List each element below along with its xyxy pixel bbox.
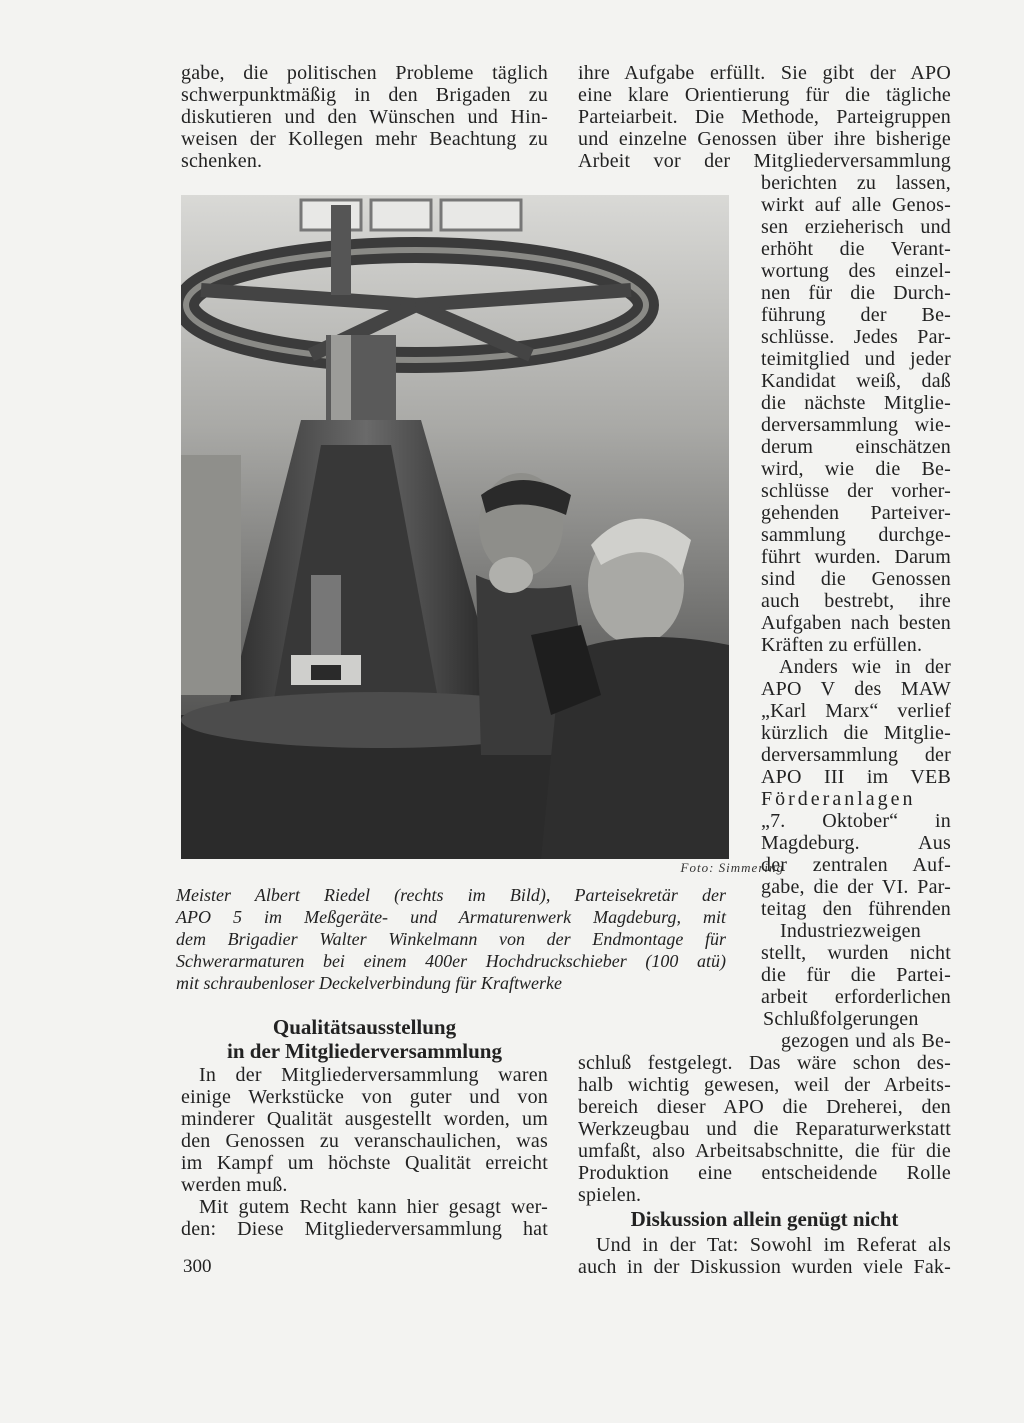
text-line: Werkzeugbau und die Reparaturwerkstatt <box>578 1118 951 1140</box>
text-line: teimitglied und jeder <box>761 348 951 370</box>
text-line: die nächste Mitglie- <box>761 392 951 414</box>
caption-line: mit schraubenloser Deckelverbindung für Kraftwerke <box>176 973 562 993</box>
text-line: der zentralen Auf- <box>761 854 951 876</box>
text-line: schluß festgelegt. Das wäre schon des- <box>578 1052 951 1074</box>
text-line: derversammlung der <box>761 744 951 766</box>
text-line: Und in der Tat: Sowohl im Referat als <box>596 1234 951 1256</box>
text-line: bereich dieser APO die Dreherei, den <box>578 1096 951 1118</box>
text-line: Kandidat weiß, daß <box>761 370 951 392</box>
text-line: halb wichtig gewesen, weil der Arbeits- <box>578 1074 951 1096</box>
text-line: sen erzieherisch und <box>761 216 951 238</box>
text-line: APO V des MAW <box>761 678 951 700</box>
text-line: APO III im VEB <box>761 766 951 788</box>
section-heading: in der Mitgliederversammlung <box>227 1039 502 1063</box>
text-line: umfaßt, also Arbeitsabschnitte, die für die <box>578 1140 951 1162</box>
text-line: erhöht die Verant- <box>761 238 951 260</box>
text-line: stellt, wurden nicht <box>761 942 951 964</box>
text-line: derum einschätzen <box>761 436 951 458</box>
text-line: arbeit erforderlichen <box>761 986 951 1008</box>
text-line: gezogen und als Be- <box>781 1030 951 1052</box>
text-line: sind die Genossen <box>761 568 951 590</box>
text-line: werden muß. <box>181 1174 288 1196</box>
text-line: einige Werkstücke von guter und von <box>181 1086 548 1108</box>
workshop-photo <box>181 195 729 859</box>
text-line: Mit gutem Recht kann hier gesagt wer- <box>199 1196 548 1218</box>
section-heading: Diskussion allein genügt nicht <box>630 1207 899 1231</box>
text-line: Förderanlagen <box>761 788 916 810</box>
text-line: auch bestrebt, ihre <box>761 590 951 612</box>
text-line: und einzelne Genossen über ihre bisherige <box>578 128 951 150</box>
text-line: ihre Aufgabe erfüllt. Sie gibt der APO <box>578 62 951 84</box>
caption-line: dem Brigadier Walter Winkelmann von der Endmontage für <box>176 929 726 949</box>
text-line: Industriezweigen <box>780 920 921 942</box>
text-line: Schlußfolgerungen <box>763 1008 919 1030</box>
text-line: gehenden Parteiver- <box>761 502 951 524</box>
text-line: nen für die Durch- <box>761 282 951 304</box>
text-line: „7. Oktober“ in <box>761 810 951 832</box>
caption-line: APO 5 im Meßgeräte- und Armaturenwerk Magdeburg, mit <box>176 907 726 927</box>
text-line: im Kampf um höchste Qualität erreicht <box>181 1152 548 1174</box>
caption-line: Meister Albert Riedel (rechts im Bild), Parteisekretär der <box>176 885 726 905</box>
text-line: gabe, die der VI. Par- <box>761 876 951 898</box>
text-line: Produktion eine entscheidende Rolle <box>578 1162 951 1184</box>
text-line: Magdeburg. Aus <box>761 832 951 854</box>
text-line: Arbeit vor der Mitgliederversammlung <box>578 150 951 172</box>
text-line: kürzlich die Mitglie- <box>761 722 951 744</box>
text-line: wortung des einzel- <box>761 260 951 282</box>
text-line: derversammlung wie- <box>761 414 951 436</box>
caption-line: Schwerarmaturen bei einem 400er Hochdruckschieber (100 atü) <box>176 951 726 971</box>
text-line: die für die Partei- <box>761 964 951 986</box>
text-line: Parteiarbeit. Die Methode, Parteigruppen <box>578 106 951 128</box>
text-line: minderer Qualität ausgestellt worden, um <box>181 1108 548 1130</box>
text-line: diskutieren und den Wünschen und Hin- <box>181 106 548 128</box>
text-line: Anders wie in der <box>779 656 951 678</box>
text-line: spielen. <box>578 1184 642 1206</box>
text-line: schlüsse der vorher- <box>761 480 951 502</box>
section-heading: Qualitätsausstellung <box>272 1015 457 1039</box>
text-line: In der Mitgliederversammlung waren <box>199 1064 548 1086</box>
text-line: teitag den führenden <box>761 898 951 920</box>
text-line: „Karl Marx“ verlief <box>761 700 951 722</box>
photo-credit: Foto: Simmering <box>680 860 784 875</box>
text-line: schwerpunktmäßig in den Brigaden zu <box>181 84 548 106</box>
text-line: führung der Be- <box>761 304 951 326</box>
page-number: 300 <box>183 1256 212 1277</box>
text-line: gabe, die politischen Probleme täglich <box>181 62 548 84</box>
text-line: berichten zu lassen, <box>761 172 951 194</box>
text-line: führt wurden. Darum <box>761 546 951 568</box>
text-line: den: Diese Mitgliederversammlung hat <box>181 1218 548 1240</box>
text-line: eine klare Orientierung für die tägliche <box>578 84 951 106</box>
text-line: wirkt auf alle Genos- <box>761 194 951 216</box>
text-line: schlüsse. Jedes Par- <box>761 326 951 348</box>
text-line: sammlung durchge- <box>761 524 951 546</box>
text-line: Aufgaben nach besten <box>761 612 951 634</box>
text-line: weisen der Kollegen mehr Beachtung zu <box>181 128 548 150</box>
text-line: schenken. <box>181 150 263 172</box>
text-line: den Genossen zu veranschaulichen, was <box>181 1130 548 1152</box>
text-line: Kräften zu erfüllen. <box>761 634 923 656</box>
text-line: wird, wie die Be- <box>761 458 951 480</box>
text-line: auch in der Diskussion wurden viele Fak- <box>578 1256 951 1278</box>
